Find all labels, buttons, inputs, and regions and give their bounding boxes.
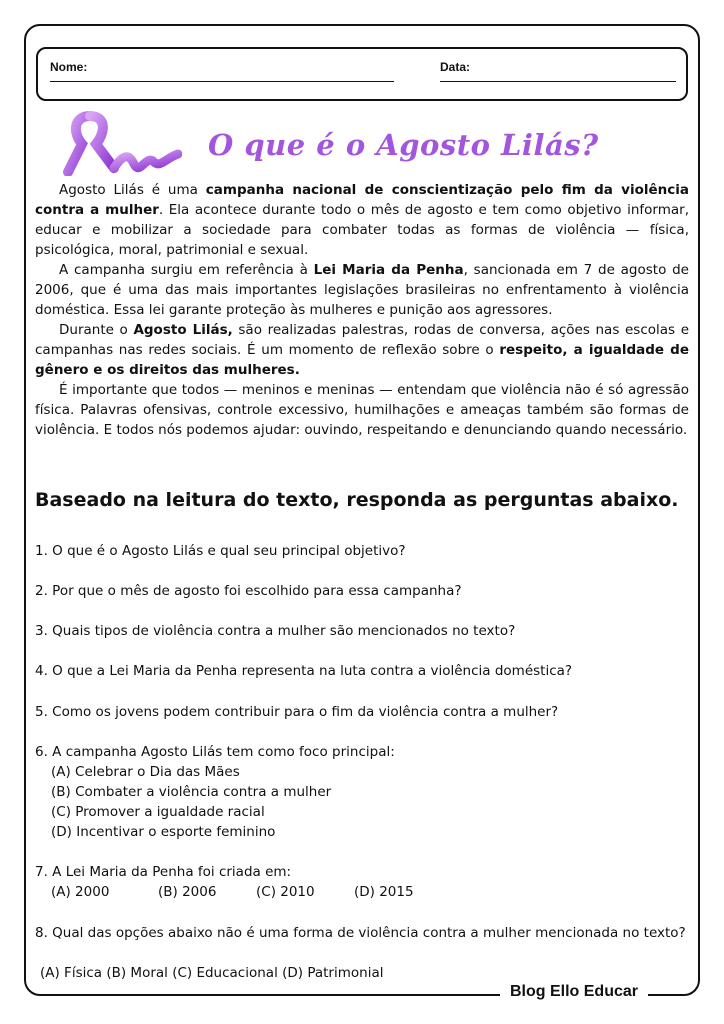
p3-text-a: Durante o <box>59 322 134 338</box>
p1-text-a: Agosto Lilás é uma <box>59 182 206 198</box>
paragraph-2 <box>35 260 689 320</box>
reading-text <box>35 180 689 440</box>
question-8: 8. Qual das opções abaixo não é uma forma de violência contra a mulher mencionada no texto? <box>35 925 686 941</box>
awareness-ribbon-icon <box>62 110 182 176</box>
question-5: 5. Como os jovens podem contribuir para o fim da violência contra a mulher? <box>35 704 559 720</box>
paragraph-4: É importante que todos — meninos e meninas — entendam que violência não é só agressão física. Palavras ofensivas, controle excessivo, humilhações e ameaças também são formas de violência. E todos nós podemos ajudar: ouvindo, respeitando e denunciando quando necessário. <box>35 382 689 438</box>
q8-options: (A) Física (B) Moral (C) Educacional (D) Patrimonial <box>40 965 384 981</box>
p1-text-c: . Ela acontece durante todo o mês de agosto e tem como objetivo informar, educar e mobilizar a sociedade para combater todas as formas de violência — física, psicológica, moral, patrimonial e sexual. <box>35 202 689 258</box>
date-field[interactable] <box>440 81 676 82</box>
question-2: 2. Por que o mês de agosto foi escolhido para essa campanha? <box>35 583 462 599</box>
question-1: 1. O que é o Agosto Lilás e qual seu principal objetivo? <box>35 543 406 559</box>
p3-highlight-1: Agosto Lilás, <box>133 322 233 338</box>
question-7: 7. A Lei Maria da Penha foi criada em: <box>35 864 292 880</box>
date-label: Data: <box>440 60 471 74</box>
question-3: 3. Quais tipos de violência contra a mulher são mencionados no texto? <box>35 623 516 639</box>
name-field[interactable] <box>50 81 394 82</box>
footer-brand: Blog Ello Educar <box>500 983 648 1001</box>
question-6: 6. A campanha Agosto Lilás tem como foco principal: <box>35 744 395 760</box>
p2-text-a: A campanha surgiu em referência à <box>59 262 314 278</box>
q7-option-a: (A) 2000 <box>51 884 110 900</box>
q7-option-b: (B) 2006 <box>158 884 217 900</box>
q7-option-c: (C) 2010 <box>256 884 315 900</box>
p3-text-c: são realizadas palestras, rodas de conversa, ações nas escolas e campanhas nas redes sociais. É um momento de reflexão sobre o <box>35 322 689 358</box>
q6-option-c: (C) Promover a igualdade racial <box>51 804 265 820</box>
p1-highlight: campanha nacional de conscientização pelo fim da violência contra a mulher <box>35 182 689 218</box>
p2-text-c: , sancionada em 7 de agosto de 2006, que é uma das mais importantes legislações brasileiras no enfrentamento à violência doméstica. Essa lei garante proteção às mulheres e punição aos agressores. <box>35 262 689 318</box>
q6-option-b: (B) Combater a violência contra a mulher <box>51 784 332 800</box>
paragraph-1 <box>35 180 689 260</box>
name-label: Nome: <box>50 60 88 74</box>
p3-highlight-2: respeito, a igualdade de gênero e os direitos das mulheres. <box>35 342 689 378</box>
student-info-box <box>36 47 688 101</box>
paragraph-3 <box>35 320 689 380</box>
p2-highlight: Lei Maria da Penha <box>313 262 464 278</box>
page-title: O que é o Agosto Lilás? <box>208 128 599 162</box>
q6-option-d: (D) Incentivar o esporte feminino <box>51 824 276 840</box>
questions-heading: Baseado na leitura do texto, responda as perguntas abaixo. <box>35 489 679 511</box>
q7-option-d: (D) 2015 <box>354 884 414 900</box>
q6-option-a: (A) Celebrar o Dia das Mães <box>51 764 240 780</box>
question-4: 4. O que a Lei Maria da Penha representa na luta contra a violência doméstica? <box>35 663 573 679</box>
